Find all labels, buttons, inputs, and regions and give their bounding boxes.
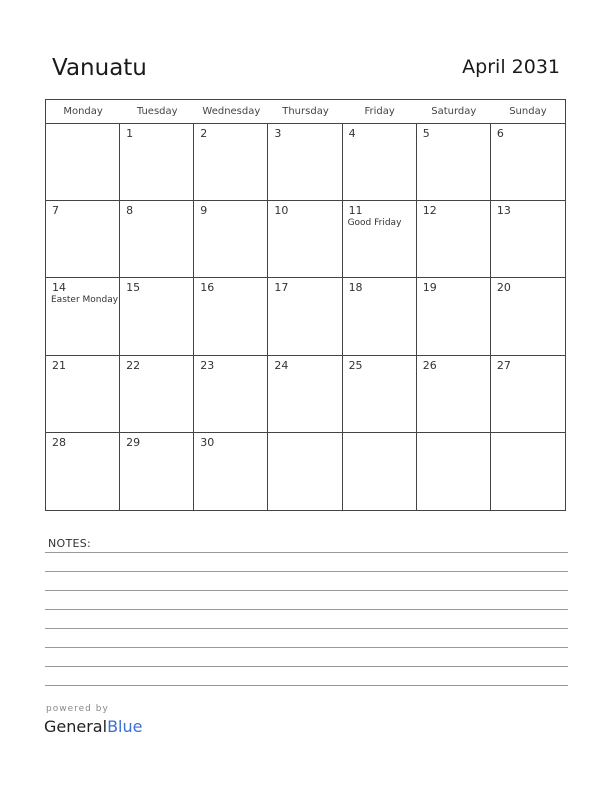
day-number: 27 — [496, 358, 511, 372]
note-line — [45, 552, 568, 553]
day-cell — [194, 433, 268, 510]
day-cell — [194, 201, 268, 278]
day-cell — [343, 433, 417, 510]
generalblue-logo — [44, 717, 142, 736]
day-cell — [417, 356, 491, 433]
day-cell — [417, 201, 491, 278]
day-cell — [343, 124, 417, 201]
day-cell — [268, 356, 342, 433]
day-number: 6 — [496, 127, 504, 140]
note-line — [45, 571, 568, 572]
day-number: 29 — [126, 435, 141, 449]
note-line — [45, 685, 568, 686]
day-cell — [194, 278, 268, 355]
day-cell — [417, 124, 491, 201]
day-number: 15 — [126, 281, 141, 295]
day-number: 9 — [200, 204, 208, 218]
day-cell — [46, 278, 120, 355]
weekday-header-thursday: Thursday — [282, 106, 329, 117]
note-line — [45, 647, 568, 648]
note-line — [45, 609, 568, 610]
day-number: 4 — [348, 127, 356, 140]
day-number: 14 — [52, 281, 66, 295]
day-number: 12 — [422, 204, 437, 218]
day-number: 11 — [348, 204, 363, 218]
country-title: Vanuatu — [52, 55, 147, 81]
day-cell — [120, 201, 194, 278]
day-cell — [120, 433, 194, 510]
note-line — [45, 628, 568, 629]
holiday-label: Good Friday — [347, 218, 402, 229]
day-number: 18 — [348, 281, 363, 295]
weekday-header-sunday: Sunday — [509, 106, 547, 117]
day-cell — [491, 356, 565, 433]
day-cell — [46, 356, 120, 433]
day-cell — [343, 201, 417, 278]
day-cell — [343, 356, 417, 433]
day-cell — [268, 278, 342, 355]
day-number: 19 — [422, 281, 437, 295]
weekday-header-wednesday: Wednesday — [202, 106, 261, 117]
weekday-header-monday: Monday — [63, 106, 103, 117]
day-number: 20 — [496, 281, 511, 295]
day-number: 7 — [52, 204, 59, 218]
weekday-header-friday: Friday — [364, 106, 395, 117]
day-cell — [268, 201, 342, 278]
month-year-title: April 2031 — [462, 56, 560, 78]
note-line — [45, 590, 568, 591]
powered-by-text: powered by — [46, 704, 109, 714]
notes-label: NOTES: — [48, 537, 92, 550]
holiday-label: Easter Monday — [51, 295, 119, 306]
day-cell — [120, 278, 194, 355]
day-cell — [417, 278, 491, 355]
weekday-header-tuesday: Tuesday — [136, 106, 178, 117]
day-cell — [46, 433, 120, 510]
day-cell — [491, 433, 565, 510]
day-number: 5 — [422, 127, 430, 140]
day-number: 23 — [200, 358, 215, 372]
day-number: 16 — [200, 281, 215, 295]
day-cell — [417, 433, 491, 510]
day-number: 22 — [126, 358, 141, 372]
brand-general-text: General — [44, 717, 108, 736]
day-number: 17 — [274, 281, 289, 295]
day-number: 26 — [422, 358, 437, 372]
day-cell — [268, 433, 342, 510]
day-number: 21 — [52, 358, 66, 372]
day-cell — [268, 124, 342, 201]
weekday-header-saturday: Saturday — [431, 106, 477, 117]
calendar-grid — [45, 99, 566, 511]
day-cell — [46, 201, 120, 278]
day-number: 25 — [348, 358, 363, 372]
day-number: 28 — [52, 435, 66, 449]
day-cell — [491, 201, 565, 278]
day-number: 3 — [274, 127, 282, 140]
day-number: 2 — [200, 127, 208, 140]
day-number: 8 — [126, 204, 134, 218]
day-cell — [194, 124, 268, 201]
day-number: 24 — [274, 358, 289, 372]
day-number: 10 — [274, 204, 289, 218]
day-number: 30 — [200, 435, 215, 449]
note-line — [45, 666, 568, 667]
day-cell — [194, 356, 268, 433]
weekday-header-row — [46, 100, 565, 124]
calendar-body — [46, 124, 565, 510]
day-cell — [491, 124, 565, 201]
day-cell — [120, 124, 194, 201]
brand-blue-text: Blue — [107, 717, 143, 736]
day-cell — [120, 356, 194, 433]
day-number: 13 — [496, 204, 511, 218]
day-cell — [46, 124, 120, 201]
day-cell — [491, 278, 565, 355]
day-number: 1 — [126, 127, 134, 140]
day-cell — [343, 278, 417, 355]
